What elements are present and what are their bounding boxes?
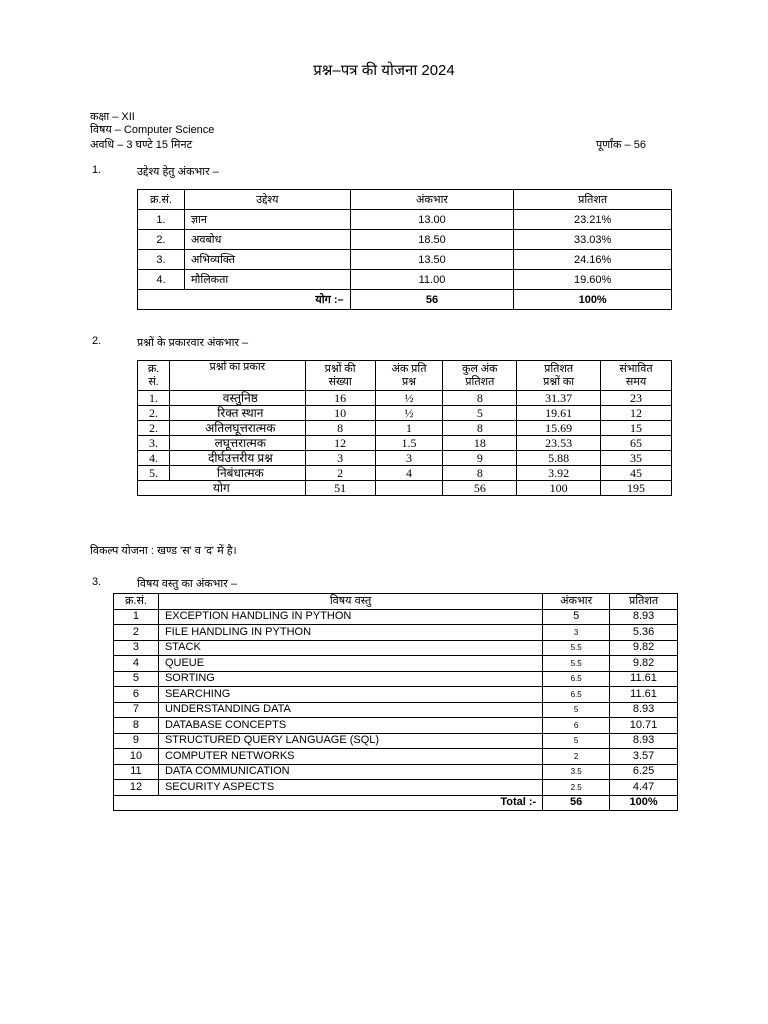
table-cell: SEARCHING [158,687,542,703]
table-cell: 2. [138,421,170,436]
table-cell: वस्तुनिष्ठ [169,391,305,406]
header-line: क्र. [147,362,160,375]
table-row [138,230,672,250]
table-cell: 13.50 [350,250,514,270]
header-line: प्रतिशत [544,362,574,375]
table-cell: 31.37 [517,391,601,406]
table-cell: 10 [305,406,375,421]
table-cell: 5 [543,702,610,718]
table-cell: 24.16% [514,250,672,270]
table-cell: 5.88 [517,451,601,466]
table-cell: 2. [138,230,185,250]
table-cell: 2 [114,625,159,641]
total-marks: 56 [350,290,514,310]
table-row [114,671,678,687]
table-cell: STACK [158,640,542,656]
header-cell: अंकभार [350,190,514,210]
table-cell: 7 [114,702,159,718]
table-cell: अभिव्यक्ति [184,250,350,270]
table-cell: FILE HANDLING IN PYTHON [158,625,542,641]
table-cell: 5 [543,609,610,625]
table-row [138,270,672,290]
options-note: विकल्प योजना : खण्ड 'स' व 'द' में है। [90,545,237,557]
header-cell [138,361,170,391]
total-marks: 56 [543,795,610,811]
section-3-number: 3. [92,576,102,588]
table-cell: 23.53 [517,436,601,451]
table-cell: 8.93 [610,609,678,625]
table-cell: 4. [138,270,185,290]
table-cell: दीर्घउत्तरीय प्रश्न [169,451,305,466]
header-line: कुल अंक [462,362,498,375]
table-cell: 8.93 [610,702,678,718]
page-title: प्रश्न–पत्र की योजना 2024 [313,62,455,79]
table-cell: रिक्त स्थान [169,406,305,421]
table-cell: 10.71 [610,718,678,734]
table-cell: 195 [601,481,672,496]
table-cell: 18 [443,436,517,451]
table-cell: 3 [305,451,375,466]
header-cell [305,361,375,391]
table-cell: 5. [138,466,170,481]
table-cell: 4 [114,656,159,672]
table-cell: 1 [114,609,159,625]
table-cell: 2. [138,406,170,421]
table-cell: ½ [375,406,443,421]
table-total-row [114,795,678,811]
table-cell: 5 [443,406,517,421]
table-cell: 11.61 [610,687,678,703]
table-header-row [138,361,672,391]
table-cell: 6.5 [543,687,610,703]
table-cell: 23.21% [514,210,672,230]
table-cell: SECURITY ASPECTS [158,780,542,796]
table-cell: DATABASE CONCEPTS [158,718,542,734]
table-cell: निबंधात्मक [169,466,305,481]
total-percent: 100% [610,795,678,811]
table-row [138,466,672,481]
table-cell: 1. [138,391,170,406]
table-cell: EXCEPTION HANDLING IN PYTHON [158,609,542,625]
header-line: समय [625,375,647,388]
section-3-heading: विषय वस्तु का अंकभार – [137,578,237,590]
header-line: प्रतिशत [465,375,495,388]
table-row [114,702,678,718]
header-line: प्रश्न [401,375,416,388]
table-cell: 3 [543,625,610,641]
table-cell: 11.61 [610,671,678,687]
header-cell: विषय वस्तु [158,594,542,610]
header-line: अंक प्रति [391,362,427,375]
total-label: योग :– [138,290,351,310]
table-cell: 3. [138,436,170,451]
table-cell: 8 [443,466,517,481]
table-row [138,451,672,466]
header-cell: अंकभार [543,594,610,610]
table-cell: 5.36 [610,625,678,641]
table-total-row [138,481,672,496]
table-cell: 13.00 [350,210,514,230]
table-cell: 3 [375,451,443,466]
table-cell: 8 [114,718,159,734]
table-cell: QUEUE [158,656,542,672]
table-cell: 2.5 [543,780,610,796]
table-header-row [114,594,678,610]
table-cell: 4. [138,451,170,466]
table-cell: 3 [114,640,159,656]
table-total-row [138,290,672,310]
table-cell: 19.60% [514,270,672,290]
table-cell: 1.5 [375,436,443,451]
table-cell: 11 [114,764,159,780]
table-cell: 15.69 [517,421,601,436]
table-cell: 12 [601,406,672,421]
table-row [138,391,672,406]
table-cell: 16 [305,391,375,406]
table-cell: मौलिकता [184,270,350,290]
table-row [114,609,678,625]
table-cell: SORTING [158,671,542,687]
table-cell: 10 [114,749,159,765]
table-cell: 12 [114,780,159,796]
table-cell: 4.47 [610,780,678,796]
table-row [138,210,672,230]
table-cell: अतिलघूत्तरात्मक [169,421,305,436]
table-cell: 1 [375,421,443,436]
table-cell: 8 [305,421,375,436]
header-line: सं. [148,375,159,388]
table-row [138,250,672,270]
table-cell: 11.00 [350,270,514,290]
section-1-number: 1. [92,164,102,176]
table-row [138,436,672,451]
table-cell: 6.5 [543,671,610,687]
table-row [114,764,678,780]
table-cell: 18.50 [350,230,514,250]
table-cell: 3.5 [543,764,610,780]
table-row [114,733,678,749]
table-cell: 65 [601,436,672,451]
table-cell: 9.82 [610,656,678,672]
table-cell: 5.5 [543,640,610,656]
subject-line: विषय – Computer Science [90,124,215,136]
table-cell: 9 [114,733,159,749]
table-row [114,749,678,765]
table-cell: 6 [543,718,610,734]
table-row [114,656,678,672]
section-2-heading: प्रश्नों के प्रकारवार अंकभार – [137,337,249,349]
table-cell: 1. [138,210,185,230]
header-cell: उद्देश्य [184,190,350,210]
question-type-table [137,360,672,496]
header-cell [601,361,672,391]
class-line: कक्षा – XII [90,111,135,123]
table-cell: 9 [443,451,517,466]
table-cell: 3.92 [517,466,601,481]
header-line: प्रश्नों का प्रकार [209,361,266,373]
table-cell: 100 [517,481,601,496]
table-row [114,687,678,703]
table-cell: 2 [305,466,375,481]
header-line: प्रश्नों का [543,375,575,388]
full-marks: पूर्णांक – 56 [596,139,646,151]
table-cell: 19.61 [517,406,601,421]
table-cell: 8 [443,421,517,436]
table-cell [375,481,443,496]
table-cell: 3. [138,250,185,270]
table-cell: 15 [601,421,672,436]
header-cell: प्रतिशत [514,190,672,210]
table-cell: 33.03% [514,230,672,250]
table-cell: ½ [375,391,443,406]
section-1-heading: उद्देश्य हेतु अंकभार – [137,166,219,178]
table-cell: STRUCTURED QUERY LANGUAGE (SQL) [158,733,542,749]
total-label: Total :- [114,795,543,811]
total-percent: 100% [514,290,672,310]
header-cell: प्रतिशत [610,594,678,610]
header-cell [169,361,305,391]
header-cell [517,361,601,391]
table-cell: 56 [443,481,517,496]
table-cell: 6 [114,687,159,703]
table-cell: 51 [305,481,375,496]
table-cell: 3.57 [610,749,678,765]
table-cell: 2 [543,749,610,765]
table-cell: 5 [114,671,159,687]
table-row [114,780,678,796]
table-cell: 6.25 [610,764,678,780]
table-cell: 4 [375,466,443,481]
header-cell: क्र.सं. [114,594,159,610]
duration-line: अवधि – 3 घण्टे 15 मिनट [90,139,193,151]
table-cell: लघूत्तरात्मक [169,436,305,451]
table-row [114,640,678,656]
table-cell: 5.5 [543,656,610,672]
table-cell: 9.82 [610,640,678,656]
table-cell: अवबोध [184,230,350,250]
table-row [138,406,672,421]
table-row [114,718,678,734]
total-label: योग [138,481,306,496]
table-cell: 45 [601,466,672,481]
header-line: संभावित [619,362,653,375]
table-cell: UNDERSTANDING DATA [158,702,542,718]
table-header-row [138,190,672,210]
table-cell: 5 [543,733,610,749]
table-cell: COMPUTER NETWORKS [158,749,542,765]
table-cell: 35 [601,451,672,466]
table-cell: 8 [443,391,517,406]
header-line: संख्या [328,375,352,388]
table-row [114,625,678,641]
header-cell: क्र.सं. [138,190,185,210]
header-cell [375,361,443,391]
header-line: प्रश्नों की [324,362,356,375]
content-weightage-table [113,593,678,811]
table-cell: 12 [305,436,375,451]
table-cell: ज्ञान [184,210,350,230]
table-cell: 23 [601,391,672,406]
section-2-number: 2. [92,335,102,347]
table-cell: 8.93 [610,733,678,749]
header-cell [443,361,517,391]
objective-weightage-table [137,189,672,310]
table-cell: DATA COMMUNICATION [158,764,542,780]
table-row [138,421,672,436]
